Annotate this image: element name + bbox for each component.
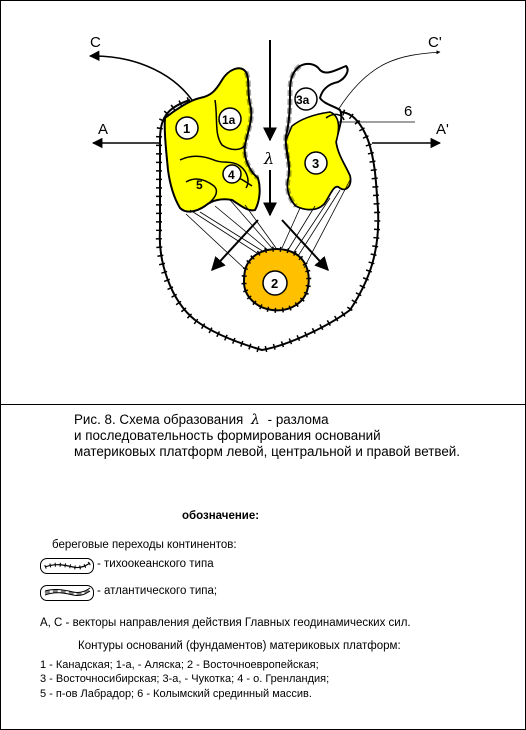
caption-line-2: и последовательность формирования оснований <box>74 428 381 443</box>
label-2: 2 <box>271 276 279 291</box>
caption-lambda: λ <box>251 412 260 428</box>
pacific-type-symbol <box>40 558 94 574</box>
label-c-prime: C' <box>428 34 442 51</box>
contour-list-item: 3 - Восточносибирская; 3-а, - Чукотка; 4 - о. Гренландия; <box>40 673 330 685</box>
atlantic-type-label: - атлантического типа; <box>97 585 218 597</box>
caption-text-end: - разлома <box>267 412 329 427</box>
caption-line-3: материковых платформ левой, центральной и правой ветвей. <box>74 444 460 459</box>
label-4: 4 <box>228 168 235 182</box>
label-c: C <box>90 34 101 51</box>
legend-title: обозначение: <box>182 510 260 522</box>
legend-subtitle: береговые переходы континентов: <box>52 539 237 551</box>
contour-list-item: 1 - Канадская; 1-а, - Аляска; 2 - Восточноевропейская; <box>40 659 319 671</box>
contour-list-item: 5 - п-ов Лабрадор; 6 - Колымский срединный массив. <box>40 688 312 700</box>
label-3: 3 <box>312 156 320 171</box>
label-lambda: λ <box>264 149 275 168</box>
vectors-note: А, С - векторы направления действия Главных геодинамических сил. <box>40 617 411 629</box>
section-divider <box>0 404 526 405</box>
label-1: 1 <box>183 121 191 136</box>
label-3a: 3а <box>296 93 310 107</box>
figure-caption <box>74 412 514 460</box>
caption-line-1 <box>74 412 514 428</box>
label-a: A <box>98 121 109 138</box>
left-platform <box>165 68 260 211</box>
caption-text-start: Рис. 8. Схема образования <box>74 412 244 427</box>
label-6: 6 <box>404 103 413 120</box>
pacific-type-label: - тихоокеанского типа <box>97 558 214 570</box>
label-5: 5 <box>196 178 203 192</box>
label-a-prime: A' <box>436 121 449 138</box>
label-1a: 1а <box>222 113 236 127</box>
contours-title: Контуры оснований (фундаментов) материковых платформ: <box>78 640 401 652</box>
atlantic-type-symbol <box>40 585 94 601</box>
